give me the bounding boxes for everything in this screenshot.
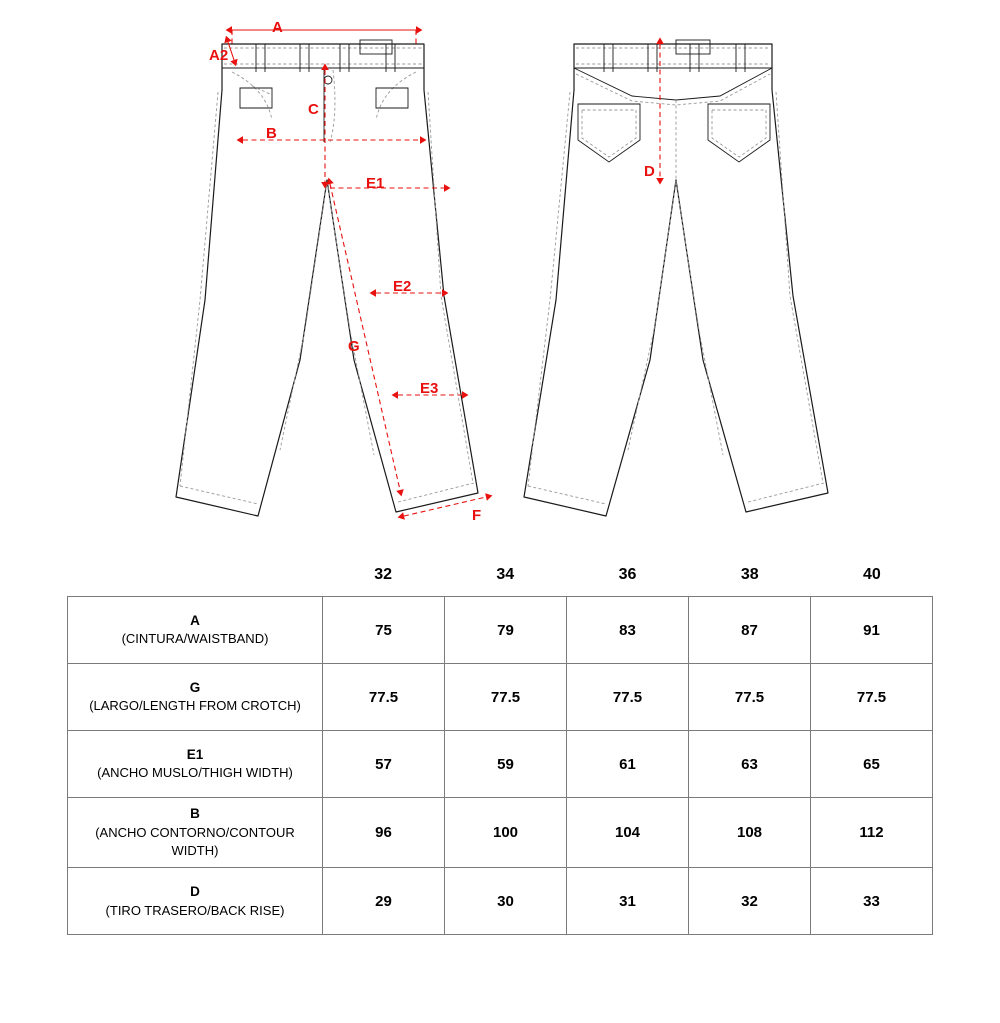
- dimension-label-f: F: [472, 507, 482, 524]
- cell-g-40: 77.5: [811, 664, 933, 731]
- cell-e1-38: 63: [689, 731, 811, 798]
- row-label-g: [68, 664, 323, 731]
- cell-d-34: 30: [445, 868, 567, 935]
- cell-a-36: 83: [567, 597, 689, 664]
- row-desc-a: (CINTURA/WAISTBAND): [121, 631, 269, 647]
- cell-b-36: 104: [567, 798, 689, 868]
- size-header-row: [67, 560, 933, 596]
- table-row: [68, 798, 933, 868]
- measurements-table: [67, 596, 933, 935]
- cell-b-34: 100: [445, 798, 567, 868]
- row-code-b: B: [190, 806, 200, 821]
- row-label-d: [68, 868, 323, 935]
- cell-b-32: 96: [323, 798, 445, 868]
- dimension-label-a: A: [272, 19, 283, 36]
- table-row: [68, 664, 933, 731]
- cell-d-40: 33: [811, 868, 933, 935]
- cell-g-38: 77.5: [689, 664, 811, 731]
- dimension-label-g: G: [348, 338, 360, 355]
- row-code-a: A: [190, 612, 200, 628]
- row-desc-e1: (ANCHO MUSLO/THIGH WIDTH): [97, 765, 293, 781]
- cell-d-32: 29: [323, 868, 445, 935]
- table-row: [68, 868, 933, 935]
- row-desc-g: (LARGO/LENGTH FROM CROTCH): [89, 698, 301, 714]
- cell-a-40: 91: [811, 597, 933, 664]
- cell-b-40: 112: [811, 798, 933, 868]
- size-header-40: 40: [863, 566, 881, 583]
- row-label-a: [68, 597, 323, 664]
- row-desc-d: (TIRO TRASERO/BACK RISE): [105, 902, 285, 918]
- dimension-label-a2: A2: [209, 47, 229, 64]
- dimension-label-b: B: [266, 125, 277, 142]
- cell-e1-34: 59: [445, 731, 567, 798]
- cell-b-38: 108: [689, 798, 811, 868]
- cell-g-34: 77.5: [445, 664, 567, 731]
- dimension-label-c: C: [308, 101, 319, 118]
- cell-d-38: 32: [689, 868, 811, 935]
- cell-e1-40: 65: [811, 731, 933, 798]
- cell-g-36: 77.5: [567, 664, 689, 731]
- size-header-36: 36: [618, 566, 637, 583]
- size-header-32: 32: [374, 566, 392, 583]
- row-desc-b: (ANCHO CONTORNO/CONTOUR WIDTH): [95, 824, 295, 859]
- cell-e1-32: 57: [323, 731, 445, 798]
- row-code-e1: E1: [186, 746, 204, 762]
- dimension-label-e1: E1: [366, 175, 385, 192]
- dimension-label-d: D: [644, 163, 655, 180]
- table-row: [68, 731, 933, 798]
- size-header-38: 38: [740, 566, 759, 583]
- row-label-e1: [68, 731, 323, 798]
- cell-a-34: 79: [445, 597, 567, 664]
- size-header-34: 34: [496, 566, 515, 583]
- row-code-g: G: [189, 679, 201, 695]
- cell-a-32: 75: [323, 597, 445, 664]
- dimension-label-e3: E3: [420, 380, 439, 397]
- cell-a-38: 87: [689, 597, 811, 664]
- cell-g-32: 77.5: [323, 664, 445, 731]
- cell-e1-36: 61: [567, 731, 689, 798]
- size-header-spacer: [67, 560, 322, 596]
- dimension-label-e2: E2: [393, 278, 412, 295]
- back-view: [524, 40, 828, 516]
- table-row: [68, 597, 933, 664]
- cell-d-36: 31: [567, 868, 689, 935]
- row-code-d: D: [190, 884, 200, 900]
- front-view: [176, 40, 478, 516]
- row-label-b: [68, 798, 323, 868]
